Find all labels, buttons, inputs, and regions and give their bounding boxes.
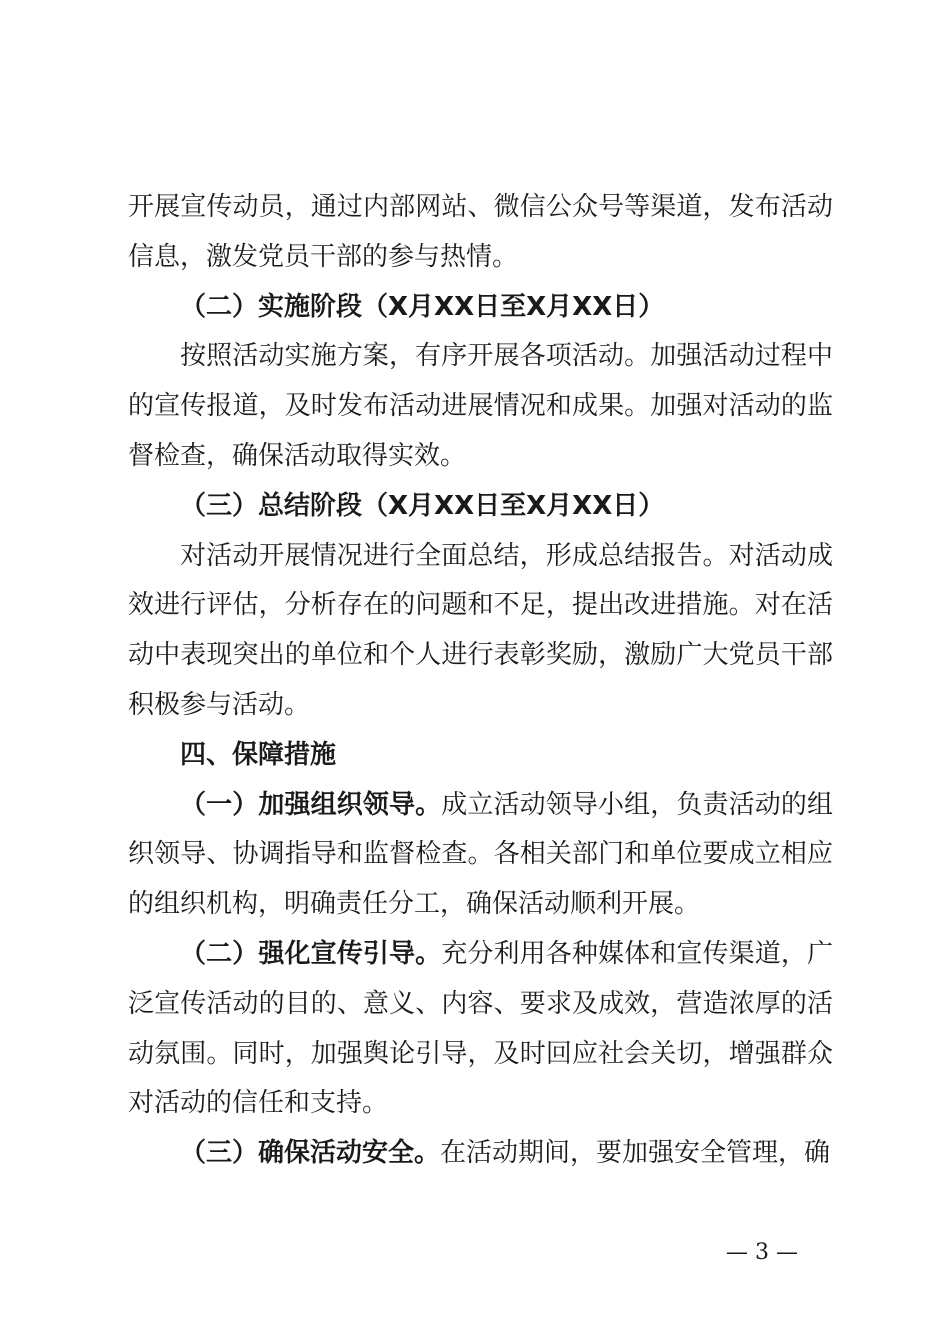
paragraph-1-text: 开展宣传动员，通过内部网站、微信公众号等渠道，发布活动信息，激发党员干部的参与热情。 [128, 192, 833, 272]
paragraph-publicity [128, 930, 833, 1129]
paragraph-summary [128, 532, 833, 731]
paragraph-organization [128, 781, 833, 930]
paragraph-publicity-lead: （二）强化宣传引导。 [180, 938, 442, 969]
heading-implementation-stage [128, 283, 833, 333]
heading-safeguards [128, 731, 833, 781]
heading-summary-stage [128, 482, 833, 532]
page-number: — 3 — [726, 1240, 798, 1265]
document-body [128, 183, 833, 1179]
paragraph-safety-lead: （三）确保活动安全。 [180, 1138, 441, 1169]
paragraph-organization-lead: （一）加强组织领导。 [180, 789, 442, 820]
paragraph-implementation-text: 按照活动实施方案，有序开展各项活动。加强活动过程中的宣传报道，及时发布活动进展情况和成果。加强对活动的监督检查，确保活动取得实效。 [128, 341, 833, 471]
paragraph-summary-text: 对活动开展情况进行全面总结，形成总结报告。对活动成效进行评估，分析存在的问题和不足，提出改进措施。对在活动中表现突出的单位和个人进行表彰奖励，激励广大党员干部积极参与活动。 [128, 540, 833, 720]
heading-safeguards-text: 四、保障措施 [180, 739, 337, 770]
paragraph-publicity-text: 充分利用各种媒体和宣传渠道，广泛宣传活动的目的、意义、内容、要求及成效，营造浓厚的活动氛围。同时，加强舆论引导，及时回应社会关切，增强群众对活动的信任和支持。 [128, 938, 833, 1119]
paragraph-implementation [128, 332, 833, 481]
heading-implementation-stage-text: （二）实施阶段（X月XX日至X月XX日） [180, 291, 665, 322]
paragraph-1 [128, 183, 833, 283]
paragraph-safety [128, 1129, 833, 1179]
heading-summary-stage-text: （三）总结阶段（X月XX日至X月XX日） [180, 490, 665, 521]
paragraph-organization-text: 成立活动领导小组，负责活动的组织领导、协调指导和监督检查。各相关部门和单位要成立相应的组织机构，明确责任分工，确保活动顺利开展。 [128, 789, 833, 920]
paragraph-safety-text: 在活动期间，要加强安全管理，确 [440, 1138, 831, 1169]
